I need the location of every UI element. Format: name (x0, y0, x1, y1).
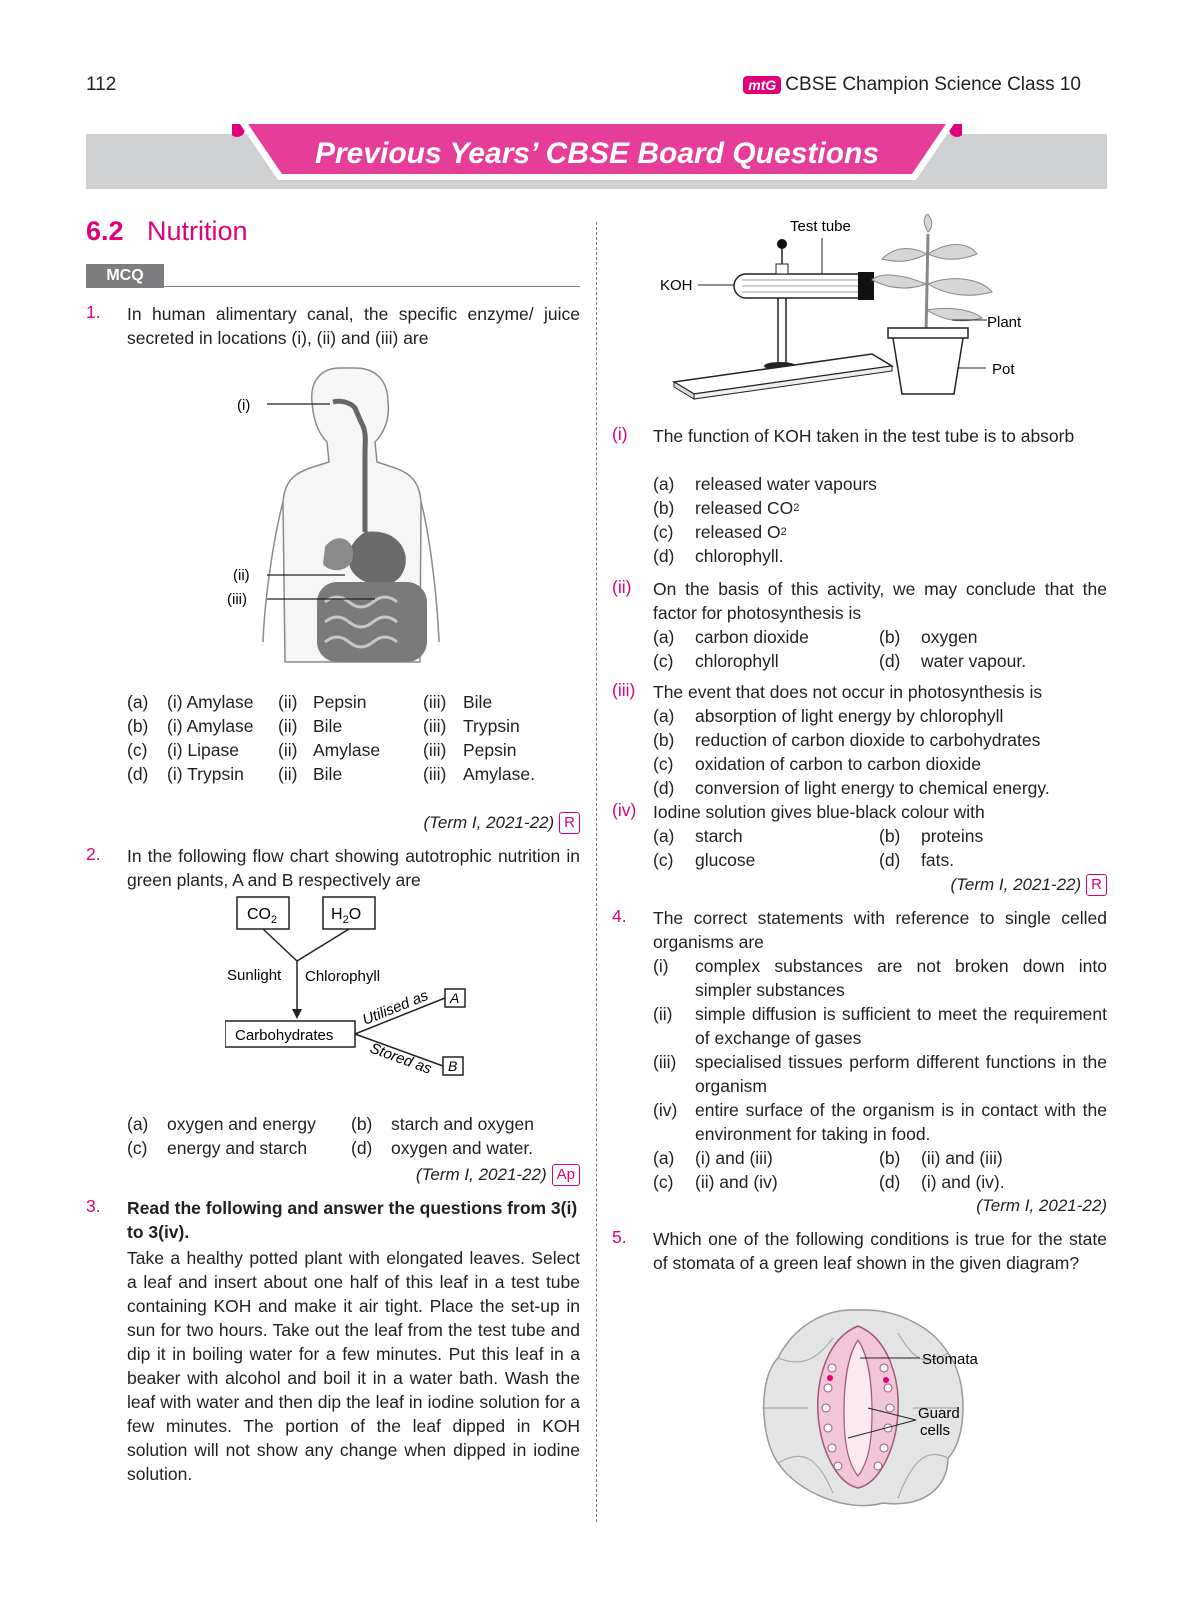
svg-text:CO2 (247, 906, 277, 926)
q2-text: In the following flow chart showing autotrophic nutrition in green plants, A and B respectively are (127, 846, 580, 890)
mcq-rule (164, 286, 580, 287)
h2o-h-label: H (331, 906, 343, 923)
fig-label-ii: (ii) (233, 567, 250, 584)
q4-options (653, 1146, 1107, 1194)
q3i-options (653, 472, 1107, 568)
running-header (743, 74, 1081, 96)
digestive-system-figure (225, 362, 465, 697)
section-number: 6.2 (86, 216, 124, 246)
q1-option-b[interactable]: (b) (i) Amylase (ii) Bile (iii) Trypsin (127, 716, 520, 736)
q3i-number: (i) (612, 424, 628, 444)
q4-term: (Term I, 2021-22) (976, 1196, 1107, 1215)
q4-options-row2[interactable]: (c) (ii) and (iv) (d) (i) and (iv). (653, 1172, 1005, 1192)
q3ii-options (653, 625, 1107, 673)
flow-chart (225, 895, 495, 1105)
q3iv-options (653, 824, 1107, 872)
q3iii-text: The event that does not occur in photosynthesis is (653, 682, 1043, 702)
q1-number: 1. (86, 302, 101, 322)
q4-statement-ii: (ii) simple diffusion is sufficient to meet the requirement of exchange of gases (653, 1004, 1107, 1048)
sunlight-label: Sunlight (227, 967, 282, 984)
q3-badge: R (1086, 874, 1107, 896)
q4-statement-iii: (iii) specialised tissues perform different functions in the organism (653, 1052, 1107, 1096)
q2-badge: Ap (552, 1164, 580, 1186)
q1-option-d[interactable]: (d) (i) Trypsin (ii) Bile (iii) Amylase. (127, 764, 535, 784)
q1-options (127, 690, 580, 786)
koh-experiment-figure (652, 214, 1052, 409)
q3iii-option-b[interactable]: (b) reduction of carbon dioxide to carbohydrates (653, 730, 1041, 750)
utilised-as-label: Utilised as (360, 987, 431, 1029)
svg-text:H2O (331, 906, 361, 926)
q4-options-row1[interactable]: (a) (i) and (iii) (b) (ii) and (iii) (653, 1148, 1003, 1168)
q3-term: (Term I, 2021-22) R (950, 874, 1107, 896)
stored-as-label: Stored as (367, 1039, 434, 1078)
q3ii-text: On the basis of this activity, we may conclude that the factor for photosynthesis is (653, 579, 1107, 623)
koh-label: KOH (660, 277, 693, 294)
h2o-o-label: O (348, 906, 362, 923)
q3iii-option-a[interactable]: (a) absorption of light energy by chlorophyll (653, 706, 1004, 726)
h2o-subscript: 2 (342, 914, 349, 926)
guard-cells-label-line1: Guard (918, 1405, 960, 1422)
fig-label-i: (i) (237, 397, 251, 414)
page-number: 112 (86, 74, 117, 95)
q2-options-row1[interactable]: (a) oxygen and energy (b) starch and oxygen (127, 1114, 535, 1134)
q4-statements (653, 954, 1107, 1146)
q3i-option-b[interactable]: (b) released CO 2 (653, 498, 800, 518)
fig-label-iii: (iii) (227, 591, 247, 608)
q4-statement-iv: (iv) entire surface of the organism is in contact with the environment for taking in food. (653, 1100, 1107, 1144)
co2-subscript: 2 (271, 914, 278, 926)
q3ii-number: (ii) (612, 577, 632, 597)
q3iii-options (653, 704, 1107, 800)
q3ii-options-row1[interactable]: (a) carbon dioxide (b) oxygen (653, 627, 978, 647)
q3iv-number: (iv) (612, 800, 637, 820)
q1-option-c[interactable]: (c) (i) Lipase (ii) Amylase (iii) Pepsin (127, 740, 517, 760)
book-title: CBSE Champion Science Class 10 (785, 74, 1081, 95)
q2-number: 2. (86, 844, 101, 864)
q1-term: (Term I, 2021-22) R (423, 812, 580, 834)
q3iii-option-c[interactable]: (c) oxidation of carbon to carbon dioxide (653, 754, 982, 774)
q3i-option-c[interactable]: (c) released O 2 (653, 522, 787, 542)
banner-title: Previous Years’ CBSE Board Questions (314, 137, 880, 170)
q3-title: Read the following and answer the questions from 3(i) to 3(iv). (127, 1198, 578, 1242)
q3-number: 3. (86, 1196, 101, 1216)
q3i-option-d[interactable]: (d) chlorophyll. (653, 546, 784, 566)
q3iii-option-d[interactable]: (d) conversion of light energy to chemical energy. (653, 778, 1050, 798)
q5-text: Which one of the following conditions is true for the state of stomata of a green leaf shown in the given diagram? (653, 1229, 1107, 1273)
pot-label: Pot (992, 361, 1015, 378)
q1-option-a[interactable]: (a) (i) Amylase (ii) Pepsin (iii) Bile (127, 692, 493, 712)
carbohydrates-label: Carbohydrates (235, 1027, 334, 1044)
q2-options-row2[interactable]: (c) energy and starch (d) oxygen and water. (127, 1138, 534, 1158)
mcq-tag: MCQ (86, 264, 164, 288)
q4-text: The correct statements with reference to single celled organisms are (653, 908, 1107, 952)
q4-statement-i: (i) complex substances are not broken down into simpler substances (653, 956, 1107, 1000)
q1-badge: R (559, 812, 580, 834)
q2-term: (Term I, 2021-22) Ap (416, 1164, 580, 1186)
q1-text: In human alimentary canal, the specific enzyme/ juice secreted in locations (i), (ii) and (iii) are (127, 304, 580, 348)
q5-number: 5. (612, 1227, 627, 1247)
q3ii-options-row2[interactable]: (c) chlorophyll (d) water vapour. (653, 651, 1027, 671)
q3iv-options-row2[interactable]: (c) glucose (d) fats. (653, 850, 955, 870)
stomata-figure (748, 1298, 1018, 1518)
q3-passage: Take a healthy potted plant with elongated leaves. Select a leaf and insert about one half of this leaf in a test tube containing KOH and make it air tight. Place the set-up in sun for two hours. Take out the leaf from the test tube and dip it in boiling water for a few minutes. Put this leaf in a beaker with alcohol and boil it in a water bath. Wash the leaf with water and then dip the leaf in iodine solution for a few minutes. The portion of the leaf dipped in KOH solution will not show any change when dipped in iodine solution. (127, 1248, 580, 1484)
q3i-option-a[interactable]: (a) released water vapours (653, 474, 877, 494)
box-b-label: B (448, 1058, 458, 1074)
q3i-text: The function of KOH taken in the test tube is to absorb (653, 426, 1075, 446)
test-tube-label: Test tube (790, 218, 851, 235)
publisher-logo: mtG (743, 76, 781, 94)
stomata-label: Stomata (922, 1351, 978, 1368)
plant-label: Plant (987, 314, 1022, 331)
q3iv-options-row1[interactable]: (a) starch (b) proteins (653, 826, 984, 846)
column-divider (596, 222, 597, 1522)
guard-cells-label-line2: cells (920, 1422, 951, 1439)
section-title: Nutrition (147, 216, 248, 246)
chlorophyll-label: Chlorophyll (305, 968, 381, 985)
q4-number: 4. (612, 906, 627, 926)
q2-options (127, 1112, 580, 1160)
co2-label: CO (247, 906, 271, 923)
box-a-label: A (450, 990, 460, 1006)
q3iii-number: (iii) (612, 680, 636, 700)
q3iv-text: Iodine solution gives blue-black colour with (653, 802, 985, 822)
